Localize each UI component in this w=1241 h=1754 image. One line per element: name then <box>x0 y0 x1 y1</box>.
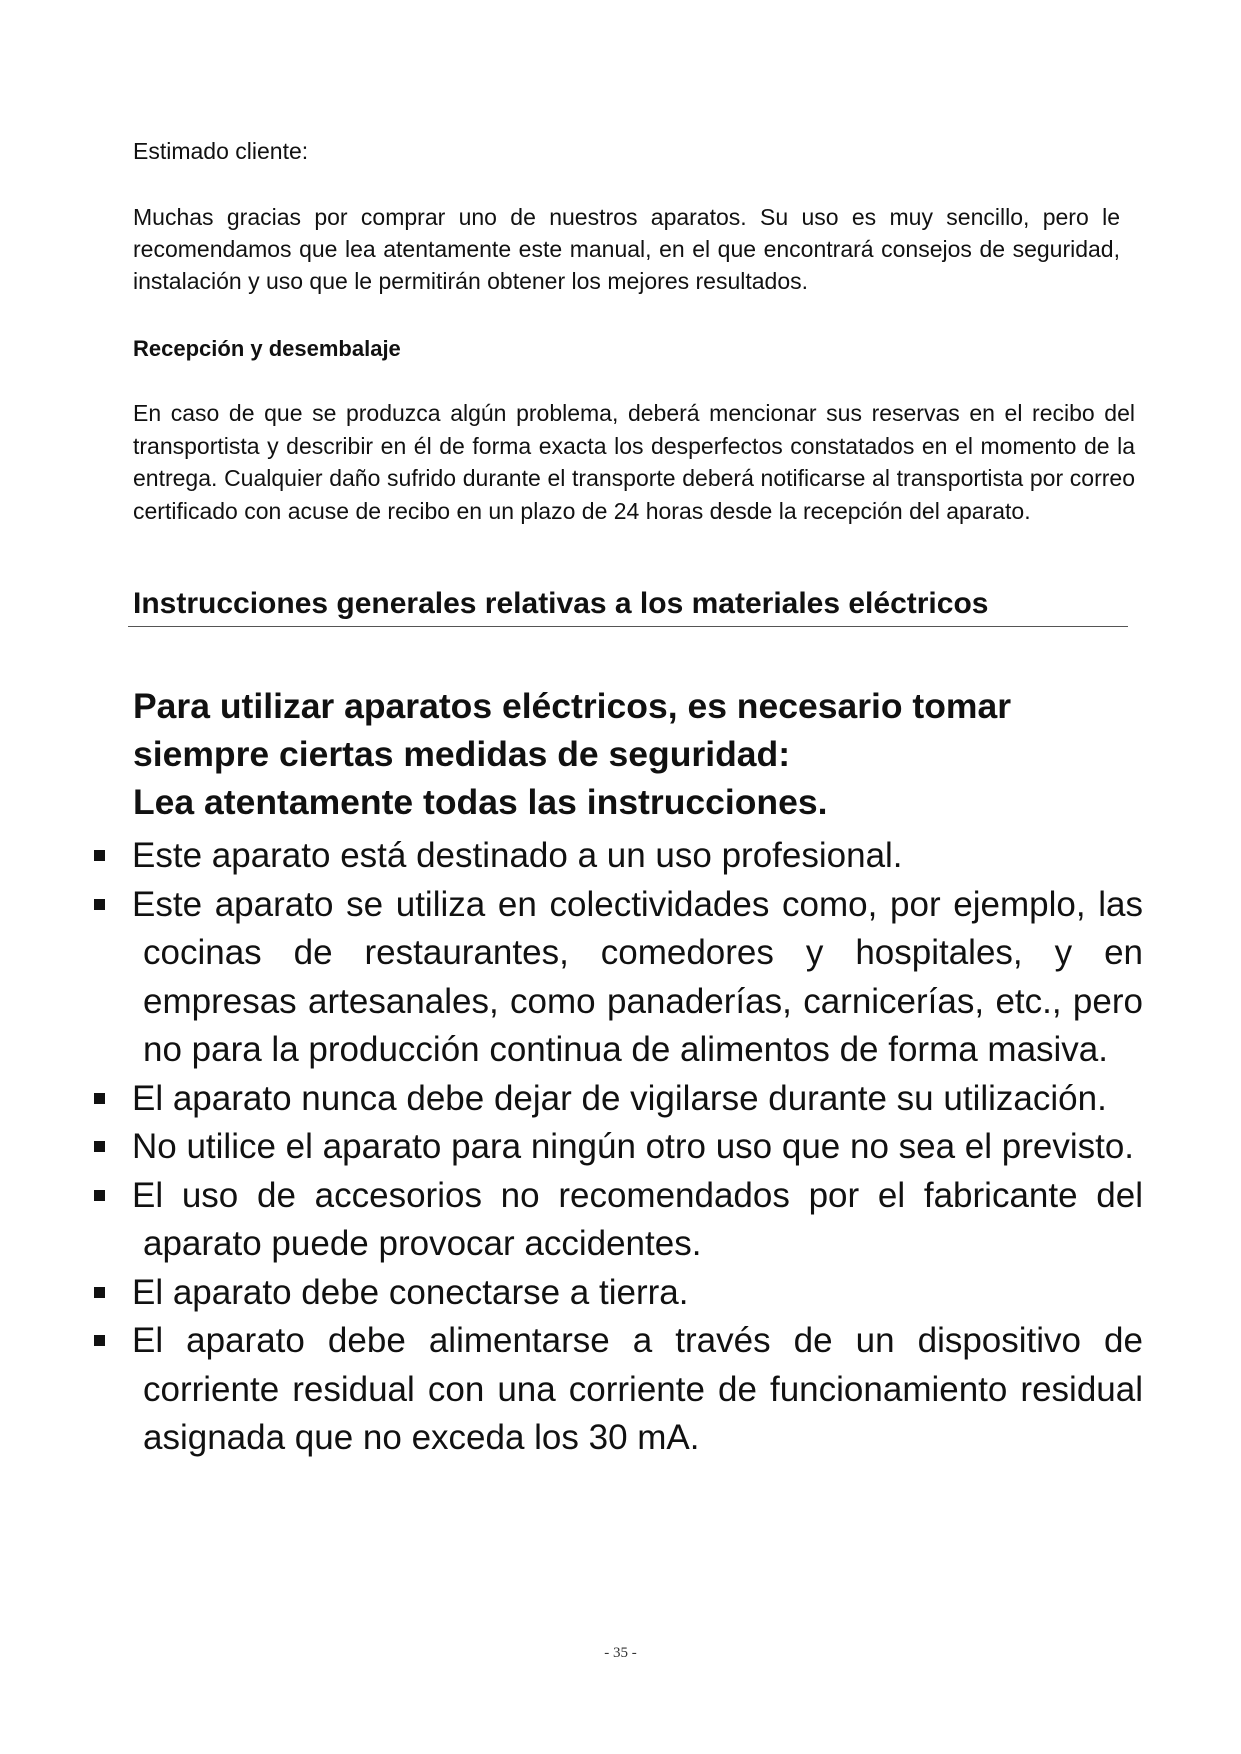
safety-bullet-list <box>0 832 1241 1463</box>
list-item-text: Este aparato se utiliza en colectividades como, por ejemplo, las cocinas de restaurantes, comedores y hospitales, y en empresas artesanales, como panaderías, carnicerías, etc., pero no para la producción continua de alimentos de forma masiva. <box>132 884 1143 1069</box>
square-bullet-icon <box>94 850 105 861</box>
list-item-text: Este aparato está destinado a un uso profesional. <box>132 836 903 875</box>
safety-lead-line1: Para utilizar aparatos eléctricos, es necesario tomar siempre ciertas medidas de seguridad: <box>133 686 1012 774</box>
electrical-heading: Instrucciones generales relativas a los materiales eléctricos <box>133 587 989 620</box>
list-item <box>0 1172 1143 1269</box>
list-item <box>0 832 1143 881</box>
list-item-text: El aparato nunca debe dejar de vigilarse durante su utilización. <box>132 1078 1107 1118</box>
square-bullet-icon <box>94 1141 105 1152</box>
list-item-text: No utilice el aparato para ningún otro uso que no sea el previsto. <box>132 1127 1135 1166</box>
list-item-text: El aparato debe alimentarse a través de un dispositivo de corriente residual con una corriente de funcionamiento residual asignada que no exceda los 30 mA. <box>132 1321 1143 1457</box>
safety-lead <box>133 682 1143 826</box>
list-item <box>0 1075 1143 1124</box>
list-item <box>0 881 1143 1075</box>
reception-title: Recepción y desembalaje <box>133 336 401 361</box>
list-item <box>0 1317 1143 1463</box>
greeting: Estimado cliente: <box>133 138 309 164</box>
intro-paragraph: Muchas gracias por comprar uno de nuestros aparatos. Su uso es muy sencillo, pero le recomendamos que lea atentamente este manual, en el que encontrará consejos de seguridad, instalación y uso que le permitirán obtener los mejores resultados. <box>133 204 1120 294</box>
square-bullet-icon <box>94 899 105 910</box>
square-bullet-icon <box>94 1093 105 1104</box>
list-item <box>0 1269 1143 1318</box>
list-item-text: El aparato debe conectarse a tierra. <box>132 1272 689 1312</box>
list-item <box>0 1123 1143 1172</box>
safety-lead-line2: Lea atentamente todas las instrucciones. <box>133 782 828 822</box>
heading-underline <box>128 626 1128 627</box>
reception-paragraph: En caso de que se produzca algún problema, deberá mencionar sus reservas en el recibo del transportista y describir en él de forma exacta los desperfectos constatados en el momento de la entrega. Cualquier daño sufrido durante el transporte deberá notificarse al transportista por correo certificado con acuse de recibo en un plazo de 24 horas desde la recepción del aparato. <box>133 400 1135 524</box>
list-item-text: El uso de accesorios no recomendados por el fabricante del aparato puede provocar accidentes. <box>132 1175 1143 1263</box>
square-bullet-icon <box>94 1335 105 1346</box>
square-bullet-icon <box>94 1190 105 1201</box>
page-number: - 35 - <box>604 1645 637 1661</box>
square-bullet-icon <box>94 1287 105 1298</box>
